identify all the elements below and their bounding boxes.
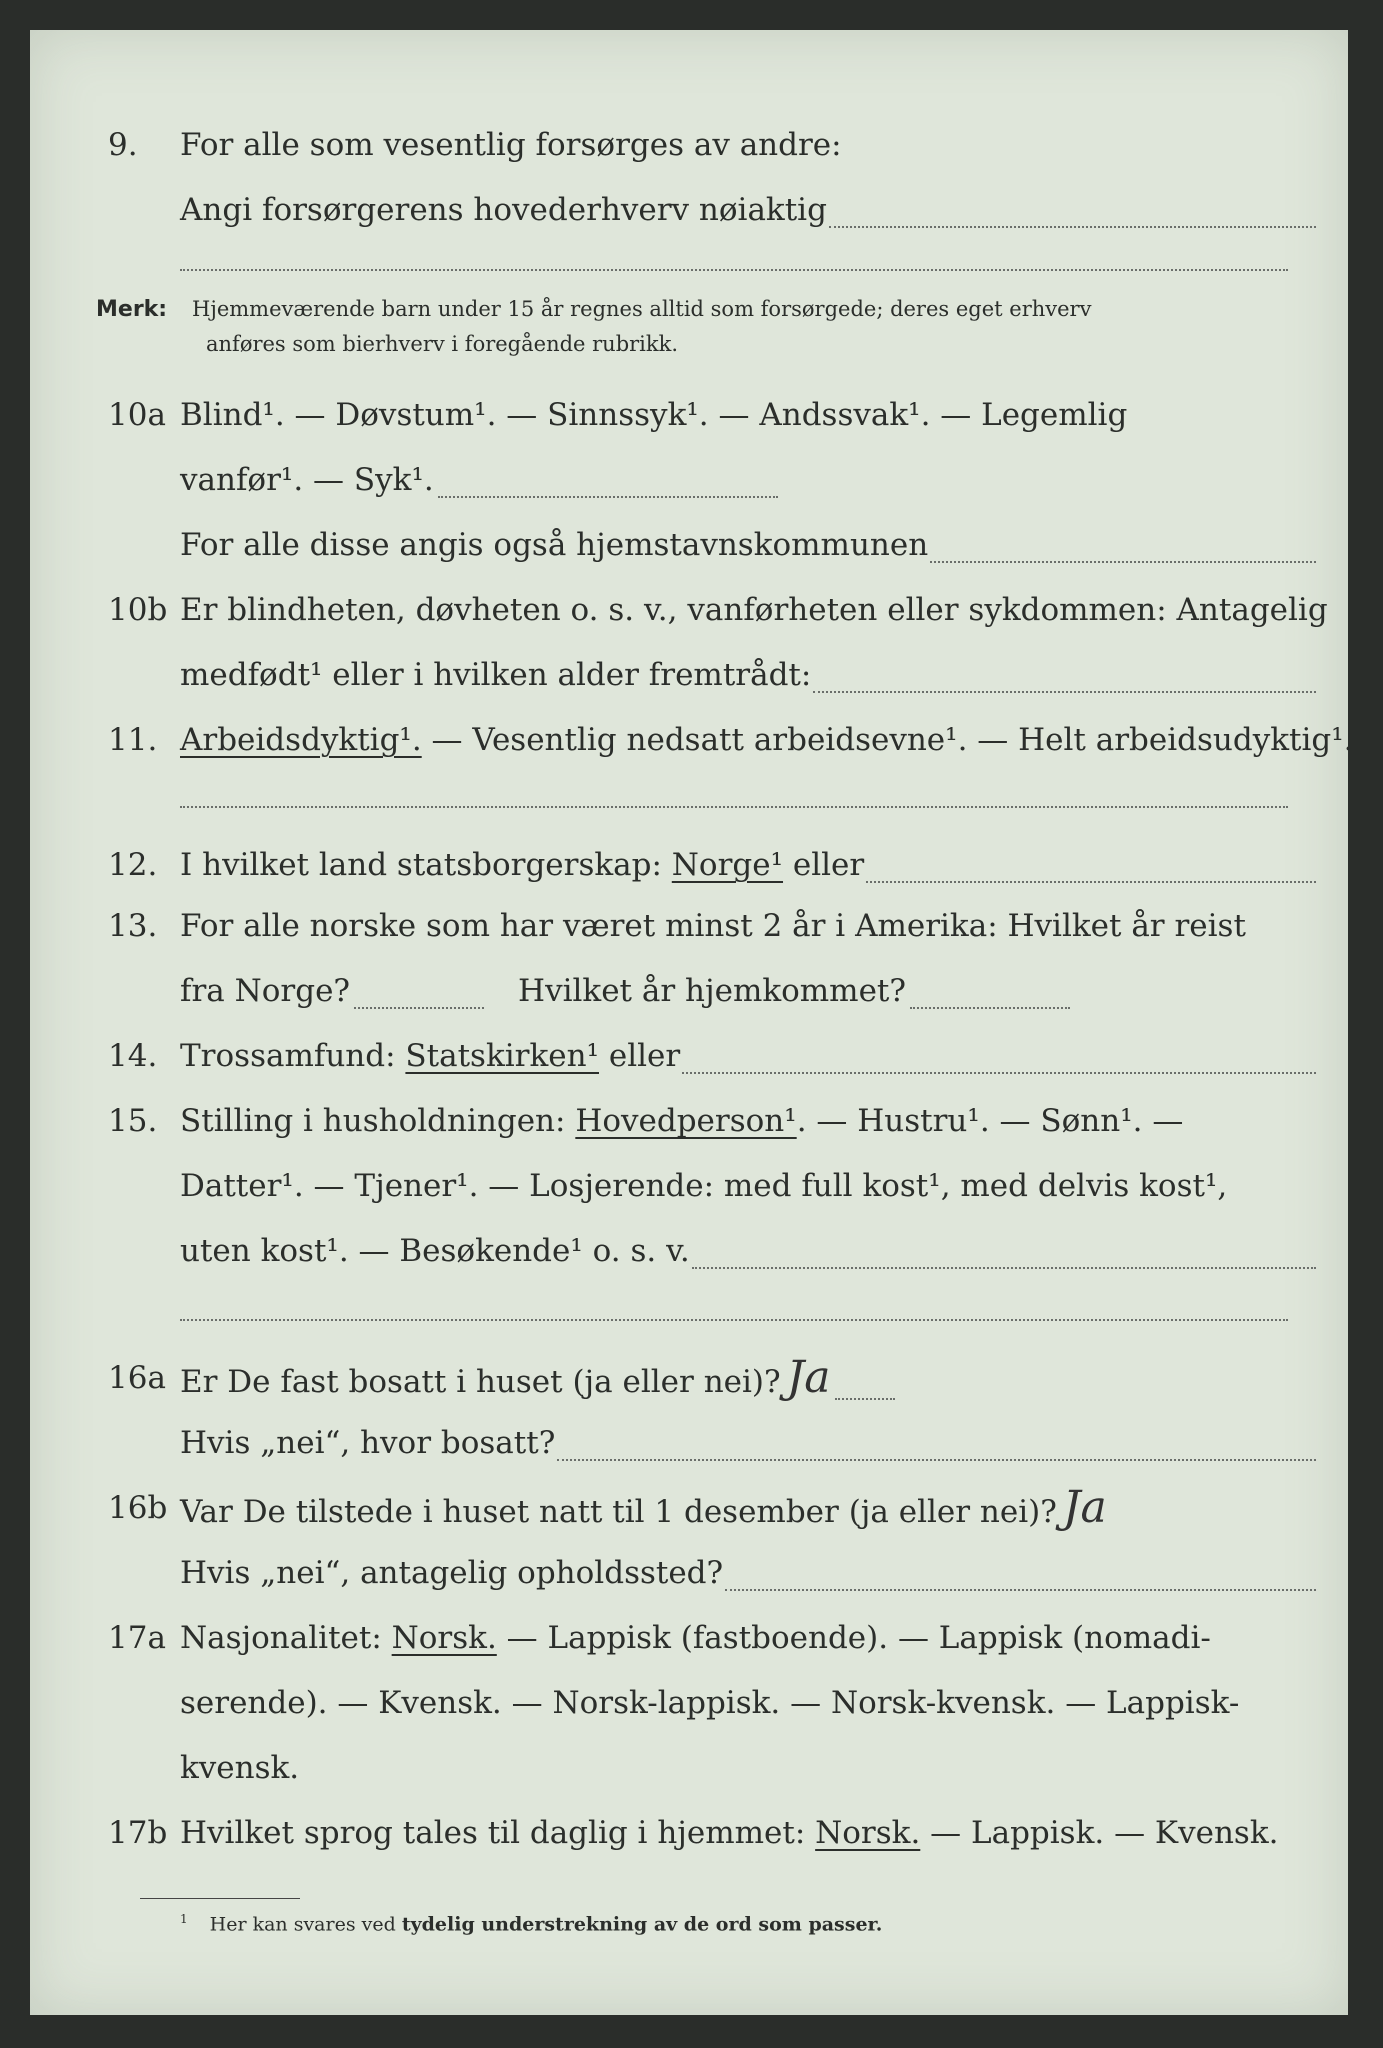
question-number: 12. [108,847,158,883]
question-text: serende). — Kvensk. — Norsk-lappisk. — Norsk-kvensk. — Lappisk- [180,1685,1240,1721]
question-text: Stilling i husholdningen: [180,1103,576,1139]
answer-line[interactable] [813,690,1316,693]
question-10b-line2 [30,645,1348,705]
question-number: 11. [108,722,158,758]
question-text: For alle som vesentlig forsørges av andre: [180,127,842,163]
note-text: anføres som bierhverv i foregående rubrikk. [206,332,679,356]
question-text: vanfør¹. — Syk¹. [180,462,434,498]
question-16a [30,1348,1348,1408]
handwritten-answer[interactable]: Ja [786,1352,831,1403]
question-9-line2 [30,180,1348,240]
question-text: . — Hustru¹. — Sønn¹. — [796,1103,1184,1139]
option-underlined[interactable]: Statskirken¹ [405,1038,599,1074]
answer-line[interactable] [910,1006,1070,1009]
question-text: eller [599,1038,681,1074]
question-17a-line2 [30,1673,1348,1733]
note-label: Merk: [96,297,168,322]
note-merk [96,292,1336,361]
question-17a [30,1608,1348,1668]
question-number: 14. [108,1038,158,1074]
question-text: kvensk. [180,1750,300,1786]
question-text: Nasjonalitet: [180,1620,392,1656]
question-number: 15. [108,1103,158,1139]
question-text: fra Norge? [180,973,351,1009]
question-16a-line2 [30,1413,1348,1473]
question-text: — Lappisk (fastboende). — Lappisk (nomadi- [496,1620,1211,1656]
question-number: 17a [108,1620,166,1656]
answer-line[interactable] [557,1458,1316,1461]
option-underlined[interactable]: Norsk. [815,1815,921,1851]
answer-line[interactable] [692,1266,1316,1269]
footnote-mark: 1 [180,1912,188,1926]
question-text: Hvis „nei“, antagelig opholdssted? [180,1555,724,1591]
answer-line[interactable] [930,560,1316,563]
question-10a [30,385,1348,445]
question-number: 10b [108,592,168,628]
question-text: Er blindheten, døvheten o. s. v., vanførheten eller sykdommen: Antagelig [180,592,1328,628]
question-12 [30,835,1348,895]
question-number: 16a [108,1360,166,1396]
question-10a-line3 [30,515,1348,575]
question-17b [30,1803,1348,1863]
question-text: eller [783,847,865,883]
question-text: — Lappisk. — Kvensk. [920,1815,1279,1851]
answer-line[interactable] [180,1318,1288,1321]
option-underlined[interactable]: Hovedperson¹ [575,1103,797,1139]
question-text: — Vesentlig nedsatt arbeidsevne¹. — Helt arbeidsudyktig¹. [421,722,1354,758]
question-text: For alle norske som har været minst 2 år i Amerika: Hvilket år reist [180,908,1246,944]
question-17a-line3 [30,1738,1348,1798]
question-15-line3 [30,1221,1348,1281]
handwritten-answer[interactable]: Ja [1062,1482,1107,1533]
question-16b [30,1478,1348,1538]
answer-line[interactable] [835,1397,895,1400]
question-15-line2 [30,1156,1348,1216]
question-13 [30,896,1348,956]
footnote-bold-text: tydelig understrekning av de ord som passer. [401,1913,883,1936]
answer-line[interactable] [829,225,1316,228]
answer-line[interactable] [682,1071,1316,1074]
question-10a-line2 [30,450,1348,510]
question-text: Angi forsørgerens hovederhverv nøiaktig [180,192,827,228]
question-number: 9. [108,127,138,163]
question-text: For alle disse angis også hjemstavnskommunen [180,527,929,563]
question-14 [30,1026,1348,1086]
note-text: Hjemmeværende barn under 15 år regnes alltid som forsørgede; deres eget erhverv [192,297,1092,321]
question-number: 10a [108,397,166,433]
question-text: Blind¹. — Døvstum¹. — Sinnssyk¹. — Andssvak¹. — Legemlig [180,397,1128,433]
census-form-page [30,30,1354,2015]
question-16b-line2 [30,1543,1348,1603]
question-number: 17b [108,1815,168,1851]
option-underlined[interactable]: Norsk. [391,1620,497,1656]
option-underlined[interactable]: Arbeidsdyktig¹. [180,722,422,758]
question-text: Er De fast bosatt i huset (ja eller nei)? [180,1364,781,1400]
question-number: 13. [108,908,158,944]
footnote [180,1902,882,1941]
question-text: Var De tilstede i huset natt til 1 desember (ja eller nei)? [180,1494,1057,1530]
footnote-rule [140,1898,300,1899]
question-text: Trossamfund: [180,1038,406,1074]
question-text: Hvis „nei“, hvor bosatt? [180,1425,556,1461]
question-text: Datter¹. — Tjener¹. — Losjerende: med full kost¹, med delvis kost¹, [180,1168,1228,1204]
question-13-line2 [30,961,1348,1021]
question-text: Hvilket år hjemkommet? [518,973,907,1009]
answer-line[interactable] [180,805,1288,808]
question-text: uten kost¹. — Besøkende¹ o. s. v. [180,1233,690,1269]
option-underlined[interactable]: Norge¹ [671,847,784,883]
question-11 [30,710,1354,770]
answer-line[interactable] [180,268,1288,271]
question-9 [30,115,1348,175]
question-10b [30,580,1348,640]
question-number: 16b [108,1490,168,1526]
footnote-text: Her kan svares ved [209,1913,402,1936]
question-15 [30,1091,1348,1151]
answer-line[interactable] [354,1006,484,1009]
question-text: Hvilket sprog tales til daglig i hjemmet: [180,1815,816,1851]
answer-line[interactable] [438,495,778,498]
question-text: I hvilket land statsborgerskap: [180,847,672,883]
question-text: medfødt¹ eller i hvilken alder fremtrådt: [180,657,812,693]
answer-line[interactable] [866,880,1316,883]
answer-line[interactable] [725,1588,1316,1591]
